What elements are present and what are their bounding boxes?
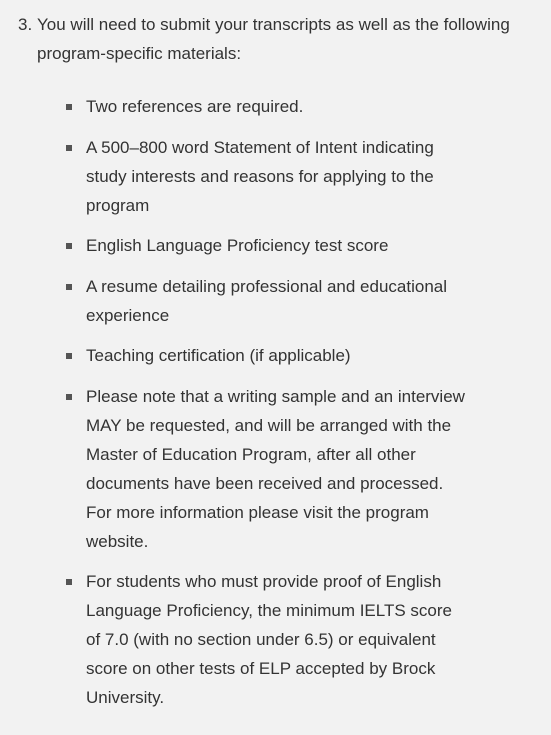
requirement-ielts-score: [66, 567, 466, 712]
step-3: [18, 10, 518, 68]
requirement-teaching-certification: [66, 341, 466, 370]
requirement-writing-sample-note: [66, 382, 466, 556]
requirements-list: [66, 92, 466, 724]
requirement-english-test-score: [66, 231, 466, 260]
square-bullet-icon: [66, 243, 72, 249]
requirement-resume: [66, 272, 466, 330]
requirement-text: English Language Proficiency test score: [86, 236, 389, 255]
square-bullet-icon: [66, 394, 72, 400]
requirement-text: Please note that a writing sample and an interview MAY be requested, and will be arranged with the Master of Education Program, after all other documents have been received and processed. For more information please visit the program website.: [86, 386, 465, 551]
step-text: You will need to submit your transcripts as well as the following program-specific materials:: [37, 15, 510, 63]
requirement-references: [66, 92, 466, 121]
step-number: 3.: [18, 15, 33, 34]
requirement-statement-of-intent: [66, 133, 466, 220]
square-bullet-icon: [66, 353, 72, 359]
square-bullet-icon: [66, 284, 72, 290]
requirement-text: Two references are required.: [86, 97, 304, 116]
square-bullet-icon: [66, 145, 72, 151]
square-bullet-icon: [66, 579, 72, 585]
requirement-text: A resume detailing professional and educational experience: [86, 276, 448, 325]
requirement-text: For students who must provide proof of English Language Proficiency, the minimum IELTS score of 7.0 (with no section under 6.5) or equivalent score on other tests of ELP accepted by Brock University.: [86, 572, 452, 707]
square-bullet-icon: [66, 104, 72, 110]
requirement-text: A 500–800 word Statement of Intent indicating study interests and reasons for applying to the program: [86, 137, 434, 215]
requirement-text: Teaching certification (if applicable): [86, 346, 351, 365]
